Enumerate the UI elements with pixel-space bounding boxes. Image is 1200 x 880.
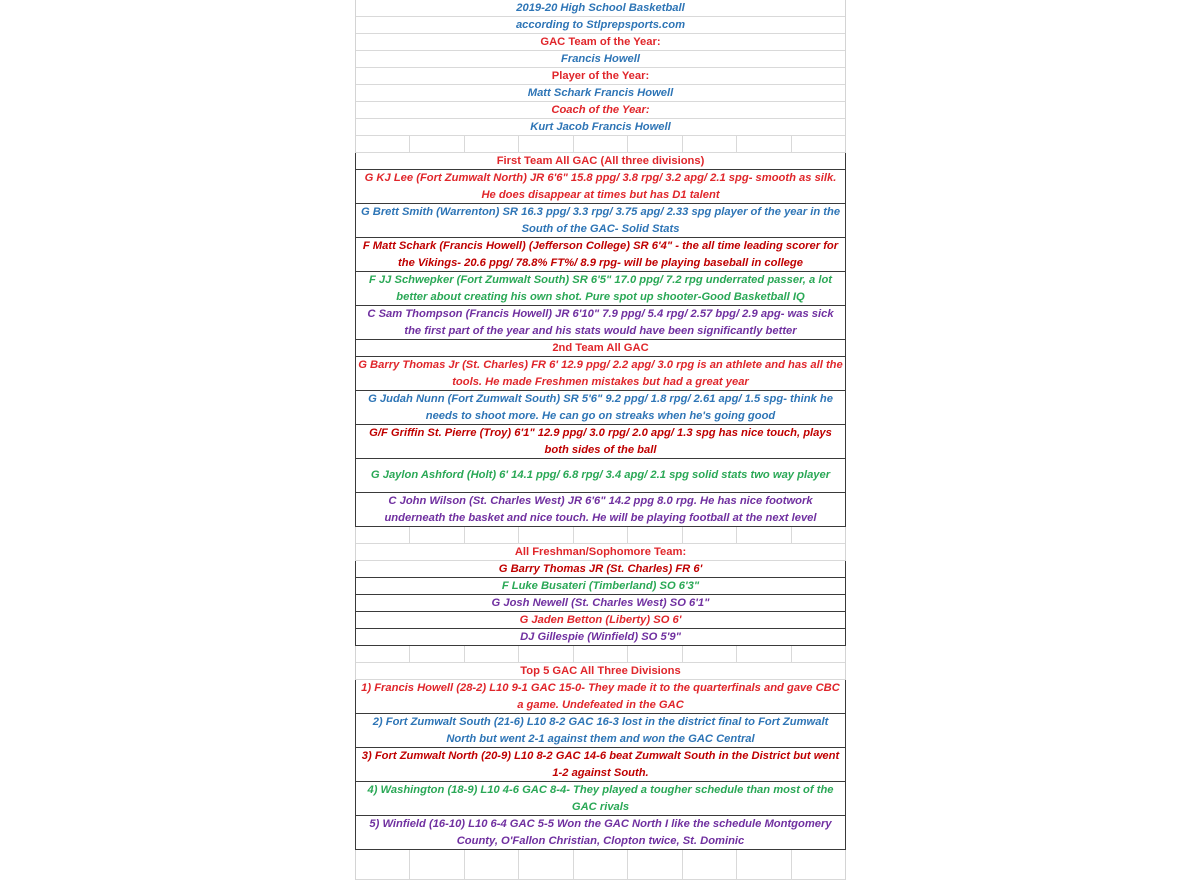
empty-cell[interactable] — [683, 646, 737, 662]
empty-cell[interactable] — [683, 527, 737, 543]
empty-cell[interactable] — [519, 850, 573, 879]
top5-entry: 3) Fort Zumwalt North (20-9) L10 8-2 GAC 14-6 beat Zumwalt South in the District but went 1-2 against South. — [355, 748, 846, 782]
empty-cell[interactable] — [519, 646, 573, 662]
empty-grid-row — [356, 646, 845, 663]
top5-entry: 5) Winfield (16-10) L10 6-4 GAC 5-5 Won the GAC North I like the schedule Montgomery County, O'Fallon Christian, Clopton twice, St. Dominic — [355, 816, 846, 850]
spreadsheet — [355, 0, 846, 880]
empty-cell[interactable] — [628, 527, 682, 543]
empty-cell[interactable] — [519, 527, 573, 543]
empty-grid-row — [356, 850, 845, 880]
top5-entry: 2) Fort Zumwalt South (21-6) L10 8-2 GAC 16-3 lost in the district final to Fort Zumwalt North but went 2-1 against them and won the GAC Central — [355, 714, 846, 748]
fresh-soph-entry: F Luke Busateri (Timberland) SO 6'3" — [355, 578, 846, 595]
empty-cell[interactable] — [574, 527, 628, 543]
player-of-year-value: Matt Schark Francis Howell — [356, 85, 845, 102]
empty-cell[interactable] — [628, 136, 682, 152]
empty-cell[interactable] — [628, 646, 682, 662]
first-team-heading: First Team All GAC (All three divisions) — [355, 153, 846, 170]
empty-cell[interactable] — [792, 646, 845, 662]
empty-cell[interactable] — [737, 527, 791, 543]
empty-cell[interactable] — [574, 646, 628, 662]
empty-grid-row — [356, 136, 845, 153]
second-team-entry: G/F Griffin St. Pierre (Troy) 6'1" 12.9 ppg/ 3.0 rpg/ 2.0 apg/ 1.3 spg has nice touch, plays both sides of the ball — [355, 425, 846, 459]
empty-cell[interactable] — [465, 136, 519, 152]
empty-cell[interactable] — [519, 136, 573, 152]
empty-cell[interactable] — [465, 646, 519, 662]
empty-cell[interactable] — [792, 527, 845, 543]
empty-cell[interactable] — [356, 136, 410, 152]
fresh-soph-entry: G Josh Newell (St. Charles West) SO 6'1" — [355, 595, 846, 612]
fresh-soph-heading: All Freshman/Sophomore Team: — [356, 544, 845, 561]
empty-cell[interactable] — [410, 136, 464, 152]
second-team-heading: 2nd Team All GAC — [355, 340, 846, 357]
player-of-year-label: Player of the Year: — [356, 68, 845, 85]
empty-cell[interactable] — [410, 850, 464, 879]
empty-cell[interactable] — [356, 850, 410, 879]
fresh-soph-entry: G Jaden Betton (Liberty) SO 6' — [355, 612, 846, 629]
team-of-year-label: GAC Team of the Year: — [356, 34, 845, 51]
empty-cell[interactable] — [737, 850, 791, 879]
empty-cell[interactable] — [410, 646, 464, 662]
empty-cell[interactable] — [465, 850, 519, 879]
empty-cell[interactable] — [356, 527, 410, 543]
first-team-entry: F JJ Schwepker (Fort Zumwalt South) SR 6'5" 17.0 ppg/ 7.2 rpg underrated passer, a lot better about creating his own shot. Pure spot up shooter-Good Basketball IQ — [355, 272, 846, 306]
first-team-entry: C Sam Thompson (Francis Howell) JR 6'10" 7.9 ppg/ 5.4 rpg/ 2.57 bpg/ 2.9 apg- was sick the first part of the year and his stats would have been significantly better — [355, 306, 846, 340]
empty-cell[interactable] — [792, 850, 845, 879]
second-team-entry: G Jaylon Ashford (Holt) 6' 14.1 ppg/ 6.8 rpg/ 3.4 apg/ 2.1 spg solid stats two way player — [355, 459, 846, 493]
empty-cell[interactable] — [792, 136, 845, 152]
empty-cell[interactable] — [737, 646, 791, 662]
empty-cell[interactable] — [410, 527, 464, 543]
top5-entry: 4) Washington (18-9) L10 4-6 GAC 8-4- They played a tougher schedule than most of the GAC rivals — [355, 782, 846, 816]
first-team-entry: F Matt Schark (Francis Howell) (Jefferson College) SR 6'4" - the all time leading scorer for the Vikings- 20.6 ppg/ 78.8% FT%/ 8.9 rpg- will be playing baseball in college — [355, 238, 846, 272]
empty-cell[interactable] — [683, 850, 737, 879]
first-team-entry: G Brett Smith (Warrenton) SR 16.3 ppg/ 3.3 rpg/ 3.75 apg/ 2.33 spg player of the year in the South of the GAC- Solid Stats — [355, 204, 846, 238]
coach-of-year-value: Kurt Jacob Francis Howell — [356, 119, 845, 136]
coach-of-year-label: Coach of the Year: — [356, 102, 845, 119]
top5-heading: Top 5 GAC All Three Divisions — [356, 663, 845, 680]
second-team-entry: G Barry Thomas Jr (St. Charles) FR 6' 12.9 ppg/ 2.2 apg/ 3.0 rpg is an athlete and has all the tools. He made Freshmen mistakes but had a great year — [355, 357, 846, 391]
first-team-entry: G KJ Lee (Fort Zumwalt North) JR 6'6" 15.8 ppg/ 3.8 rpg/ 3.2 apg/ 2.1 spg- smooth as silk. He does disappear at times but has D1 talent — [355, 170, 846, 204]
empty-cell[interactable] — [628, 850, 682, 879]
second-team-entry: G Judah Nunn (Fort Zumwalt South) SR 5'6" 9.2 ppg/ 1.8 rpg/ 2.61 apg/ 1.5 spg- think he needs to shoot more. He can go on streaks when he's going good — [355, 391, 846, 425]
empty-cell[interactable] — [465, 527, 519, 543]
fresh-soph-entry: G Barry Thomas JR (St. Charles) FR 6' — [355, 561, 846, 578]
empty-cell[interactable] — [356, 646, 410, 662]
second-team-entry: C John Wilson (St. Charles West) JR 6'6" 14.2 ppg 8.0 rpg. He has nice footwork underneath the basket and nice touch. He will be playing football at the next level — [355, 493, 846, 527]
empty-cell[interactable] — [574, 850, 628, 879]
empty-cell[interactable] — [683, 136, 737, 152]
top5-entry: 1) Francis Howell (28-2) L10 9-1 GAC 15-0- They made it to the quarterfinals and gave CBC a game. Undefeated in the GAC — [355, 680, 846, 714]
team-of-year-value: Francis Howell — [356, 51, 845, 68]
empty-cell[interactable] — [737, 136, 791, 152]
fresh-soph-entry: DJ Gillespie (Winfield) SO 5'9" — [355, 629, 846, 646]
empty-grid-row — [356, 527, 845, 544]
sheet-title: 2019-20 High School Basketball — [356, 0, 845, 17]
empty-cell[interactable] — [574, 136, 628, 152]
sheet-source: according to Stlprepsports.com — [356, 17, 845, 34]
